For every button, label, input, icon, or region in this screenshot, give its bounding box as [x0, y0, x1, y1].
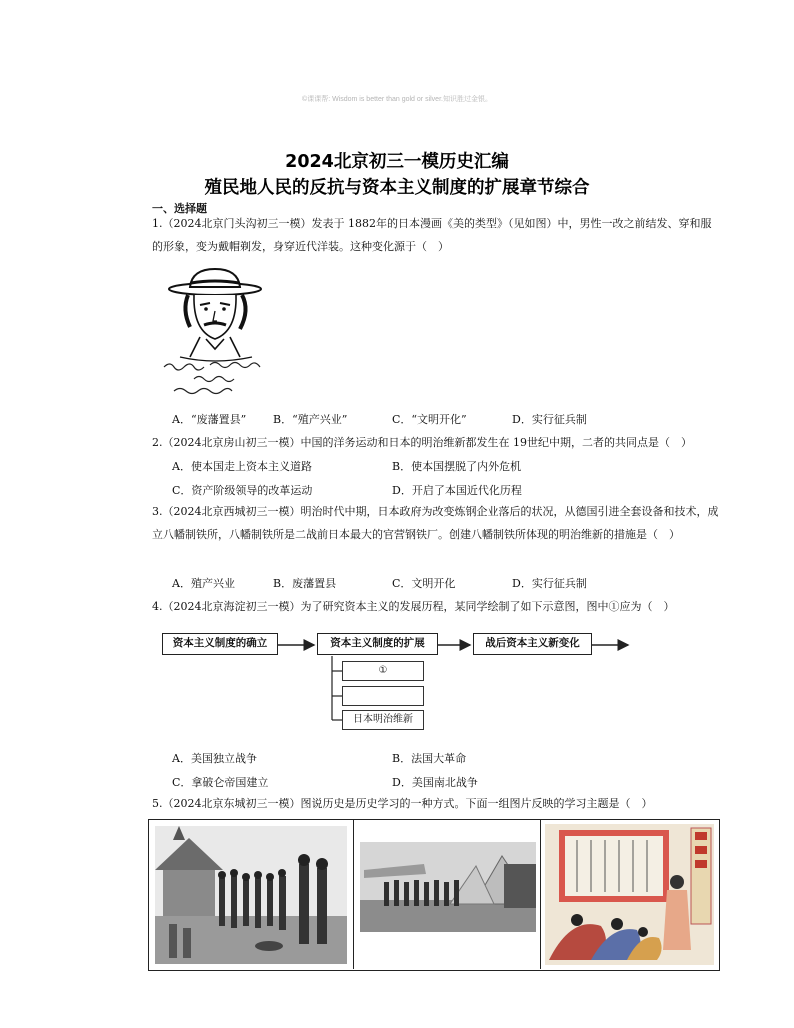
q2-option-c: C．资产阶级领导的改革运动: [172, 484, 313, 497]
q3-option-d: D．实行征兵制: [512, 577, 587, 590]
q3-option-c: C．文明开化: [392, 577, 456, 590]
page-title: 2024北京初三一模历史汇编: [285, 152, 509, 172]
q1-option-b: B．“殖产兴业”: [273, 413, 348, 426]
q2-option-d: D．开启了本国近代化历程: [392, 484, 522, 497]
diagram-box-postwar: 战后资本主义新变化: [473, 633, 592, 655]
q1-option-d: D．实行征兵制: [512, 413, 587, 426]
image-strip: [148, 819, 720, 971]
diagram-sub-box-meiji: 日本明治维新: [342, 710, 424, 730]
q1-option-c: C．“文明开化”: [392, 413, 467, 426]
military-camp-photo: [354, 820, 541, 969]
historical-engraving-photo: [149, 820, 354, 969]
diagram-box-establishment: 资本主义制度的确立: [162, 633, 278, 655]
q4-option-d: D．美国南北战争: [392, 776, 478, 789]
page-subtitle: 殖民地人民的反抗与资本主义制度的扩展章节综合: [204, 178, 590, 198]
diagram-sub-box-1: ①: [342, 661, 424, 681]
q1-option-a: A．“废藩置县”: [172, 413, 247, 426]
q4-option-c: C．拿破仑帝国建立: [172, 776, 269, 789]
diagram-sub-box-2: [342, 686, 424, 706]
question-1: 1.（2024北京门头沟初三一模）发表于 1882年的日本漫画《美的类型》（见如图）中，男性一改之前结发、穿和服的形象，变为戴帽剃发，身穿近代洋装。这种变化源于（ ）: [152, 217, 712, 253]
q3-option-a: A．殖产兴业: [172, 577, 235, 590]
cartoon-image: [160, 265, 278, 400]
q2-option-a: A．使本国走上资本主义道路: [172, 460, 312, 473]
q2-option-b: B．使本国摆脱了内外危机: [392, 460, 522, 473]
diagram-box-expansion: 资本主义制度的扩展: [317, 633, 438, 655]
watermark: ©课课帮: Wisdom is better than gold or silver.知识胜过金银。: [302, 96, 492, 103]
question-2: 2.（2024北京房山初三一模）中国的洋务运动和日本的明治维新都发生在 19世纪中期，二者的共同点是（ ）: [152, 436, 692, 449]
q3-option-b: B．废藩置县: [273, 577, 337, 590]
section-heading: 一、选择题: [152, 202, 207, 215]
cartoon-drawing: [160, 265, 278, 400]
question-5: 5.（2024北京东城初三一模）图说历史是历史学习的一种方式。下面一组图片反映的学习主题是（ ）: [152, 797, 653, 810]
colour-print-classroom: [541, 820, 718, 969]
question-4: 4.（2024北京海淀初三一模）为了研究资本主义的发展历程，某同学绘制了如下示意图，图中①应为（ ）: [152, 600, 675, 613]
q4-option-b: B．法国大革命: [392, 752, 467, 765]
q4-option-a: A．美国独立战争: [172, 752, 257, 765]
question-3: 3.（2024北京西城初三一模）明治时代中期，日本政府为改变炼钢企业落后的状况，从德国引进全套设备和技术，成立八幡制铁所，八幡制铁所是二战前日本最大的官营钢铁厂。创建八幡制铁所体现的明治维新的措施是（ ）: [152, 505, 719, 541]
flow-diagram: [160, 628, 640, 738]
